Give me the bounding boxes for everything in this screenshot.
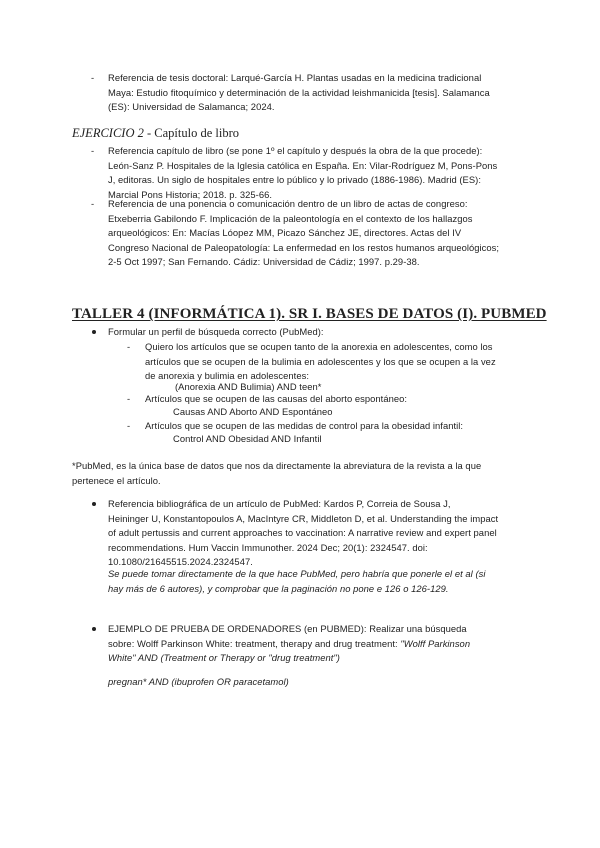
sub-1-line-1: Quiero los artículos que se ocupen tanto de la anorexia en adolescentes, como los (145, 341, 493, 352)
tesis-line-2: Maya: Estudio fitoquímico y determinación de la actividad leishmanicida [tesis]. Salamanca (108, 86, 490, 98)
ejemplo-query-2: pregnan* AND (ibuprofen OR paracetamol) (108, 676, 289, 687)
list-dash: - (91, 145, 95, 156)
ponencia-line-3: arqueológicos: En: Macías Lóopez MM, Picazo Sánchez JE, directores. Actas del IV (108, 227, 462, 239)
sub-1-line-3: de anorexia y bulimia en adolescentes: (145, 370, 309, 382)
pubmed-ref-note-1: Se puede tomar directamente de la que hace PubMed, pero habría que ponerle el et al (si (108, 568, 486, 579)
ejemplo-line-2 (108, 637, 470, 652)
pubmed-ref-note-2: hay más de 6 autores), y comprobar que la paginación no pone e 126 o 126-129. (108, 582, 449, 594)
ejercicio-2-label: EJERCICIO 2 (72, 126, 144, 140)
ponencia-line-1: Referencia de una ponencia o comunicación dentro de un libro de actas de congreso: (108, 198, 468, 209)
pubmed-note-line-1: *PubMed, es la única base de datos que nos da directamente la abreviatura de la revista a la que (72, 460, 482, 471)
capitulo-line-2: León-Sanz P. Hospitales de la Iglesia católica en España. En: Vilar-Rodríguez M, Pons-Pons (108, 159, 498, 171)
ejemplo-line-2-italic: "Wolff Parkinson (400, 637, 471, 649)
tesis-line-3: (ES): Universidad de Salamanca; 2024. (108, 101, 275, 113)
ejercicio-2-subtitle: - Capítulo de libro (143, 126, 239, 140)
capitulo-line-3: J, editoras. Un siglo de hospitales entre lo público y lo privado (1886-1986). Madrid (ES): (108, 174, 481, 186)
capitulo-line-4: Marcial Pons Historia; 2018. p. 325-66. (108, 188, 273, 200)
sub-3-query: Control AND Obesidad AND Infantil (173, 433, 322, 444)
sub-1-line-2: artículos que se ocupen de la bulimia en adolescentes y los que se ocupen a la vez (145, 355, 496, 367)
pubmed-ref-line-2: Heininger U, Konstantopoulos A, MacIntyre CR, Middleton D, et al. Understanding the impact (108, 512, 499, 524)
tesis-line-1: Referencia de tesis doctoral: Larqué-García H. Plantas usadas en la medicina tradicional (108, 72, 482, 83)
pubmed-ref-line-5: 10.1080/21645515.2024.2324547. (108, 556, 253, 568)
pubmed-ref-line-1: Referencia bibliográfica de un artículo de PubMed: Kardos P, Correia de Sousa J, (108, 498, 451, 509)
ejercicio-2-title (72, 125, 239, 141)
sub-2-text: Artículos que se ocupen de las causas del aborto espontáneo: (145, 393, 408, 404)
pubmed-note-line-2: pertenece el artículo. (72, 474, 161, 486)
list-dash: - (127, 393, 131, 404)
capitulo-line-1: Referencia capítulo de libro (se pone 1º el capítulo y después la obra de la que procede): (108, 145, 483, 156)
sub-1-query: (Anorexia AND Bulimia) AND teen* (175, 380, 322, 392)
bullet-dot (92, 627, 96, 631)
list-dash: - (127, 420, 131, 431)
bullet-1-text: Formular un perfil de búsqueda correcto (PubMed): (108, 326, 324, 337)
ejemplo-line-2-plain: sobre: Wolff Parkinson White: treatment, therapy and drug treatment: (108, 637, 401, 649)
bullet-dot (92, 330, 96, 334)
list-dash: - (127, 341, 131, 352)
taller-4-heading: TALLER 4 (INFORMÁTICA 1). SR I. BASES DE DATOS (I). PUBMED (72, 306, 547, 322)
ponencia-line-5: 2-5 Oct 1997; San Fernando. Cádiz: Universidad de Cádiz; 1997. p.29-38. (108, 256, 420, 268)
ejemplo-query-1: White" AND (Treatment or Therapy or "drug treatment") (108, 652, 340, 664)
ponencia-line-4: Congreso Nacional de Paleopatología: La enfermedad en los restos humanos arqueológicos; (108, 241, 500, 253)
pubmed-ref-line-4: recommendations. Hum Vaccin Immunother. 2024 Dec; 20(1): 2324547. doi: (108, 541, 428, 553)
ponencia-line-2: Etxeberria Gabilondo F. Implicación de la paleontología en el contexto de los hallazgos (108, 212, 473, 224)
list-dash: - (91, 72, 95, 83)
sub-3-text: Artículos que se ocupen de las medidas de control para la obesidad infantil: (145, 420, 464, 431)
list-dash: - (91, 198, 95, 209)
pubmed-ref-line-3: of adult pertussis and current approaches to vaccination: A narrative review and expert panel (108, 527, 497, 539)
sub-2-query: Causas AND Aborto AND Espontáneo (173, 406, 333, 417)
ejemplo-line-1: EJEMPLO DE PRUEBA DE ORDENADORES (en PUBMED): Realizar una búsqueda (108, 623, 467, 634)
bullet-dot (92, 502, 96, 506)
